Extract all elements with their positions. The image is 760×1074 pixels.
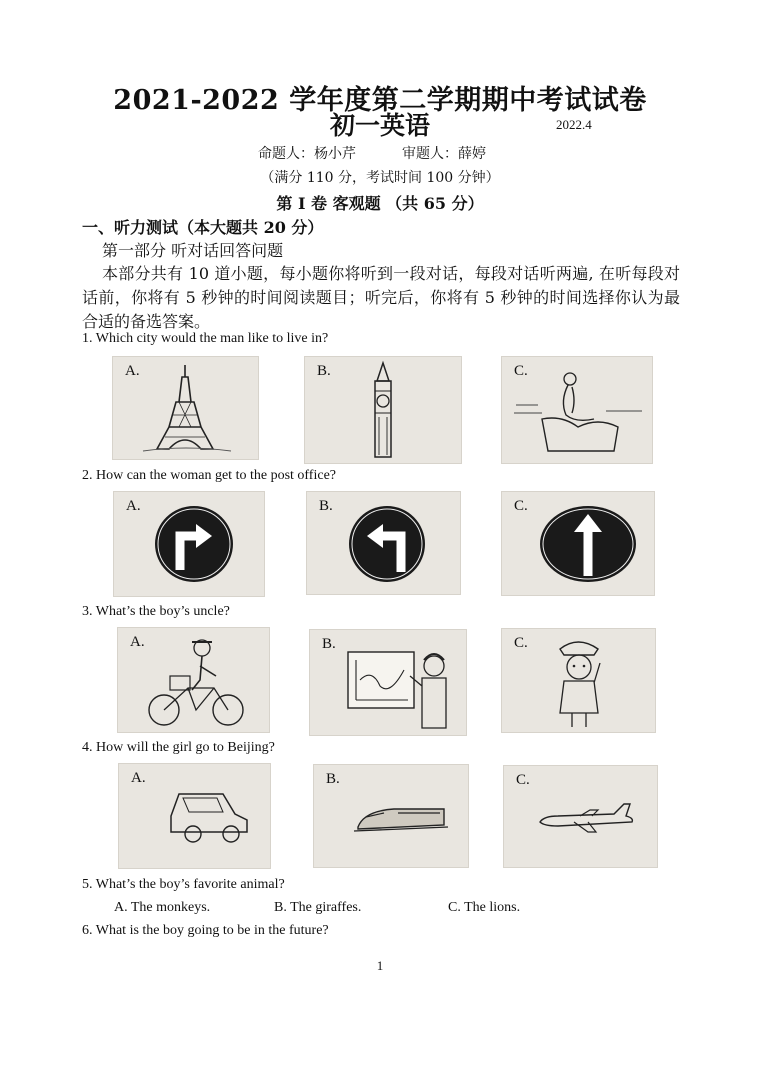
option-4c[interactable] xyxy=(503,765,658,868)
authors-line xyxy=(258,143,486,163)
turn-left-sign-icon xyxy=(307,492,460,594)
question-5: 5. What’s the boy’s favorite animal? xyxy=(82,877,285,892)
reviewer: 审题人：薛婷 xyxy=(402,146,486,162)
choice-c[interactable]: C. The lions. xyxy=(448,900,521,915)
question-4: 4. How will the girl go to Beijing? xyxy=(82,740,275,755)
option-1b[interactable] xyxy=(304,356,462,464)
instructions: 本部分共有 10 道小题，每小题你将听到一段对话，每段对话听两遍, 在听每段对话前，你将有 5 秒钟的时间阅读题目；听完后，你将有 5 秒钟的时间选择你认为最合适的备选答案。 xyxy=(82,264,680,331)
option-label: A. xyxy=(125,363,140,379)
option-1a[interactable] xyxy=(112,356,259,460)
car-icon xyxy=(119,764,270,868)
option-label: C. xyxy=(514,363,528,379)
choice-b[interactable]: B. The giraffes. xyxy=(274,900,362,915)
option-2c[interactable] xyxy=(501,491,655,596)
option-2a[interactable] xyxy=(113,491,265,597)
police-officer-icon xyxy=(502,629,655,732)
exam-title: 2021-2022 学年度第二学期期中考试试卷 xyxy=(113,85,647,116)
option-label: A. xyxy=(131,770,146,786)
option-label: B. xyxy=(319,498,333,514)
big-ben-icon xyxy=(305,357,461,463)
exam-info: （满分 110 分，考试时间 100 分钟） xyxy=(260,170,500,186)
question-5-choices xyxy=(114,900,520,916)
option-label: B. xyxy=(326,771,340,787)
turn-right-sign-icon xyxy=(114,492,264,596)
exam-subtitle: 初一英语 xyxy=(329,111,430,140)
option-3c[interactable] xyxy=(501,628,656,733)
postman-on-bike-icon xyxy=(118,628,269,732)
option-label: C. xyxy=(516,772,530,788)
option-2b[interactable] xyxy=(306,491,461,595)
choice-a[interactable]: A. The monkeys. xyxy=(114,900,211,915)
teacher-with-chart-icon xyxy=(310,630,466,735)
question-2: 2. How can the woman get to the post office? xyxy=(82,468,337,483)
option-4a[interactable] xyxy=(118,763,271,869)
option-label: B. xyxy=(317,363,331,379)
exam-date: 2022.4 xyxy=(556,117,592,132)
option-label: A. xyxy=(126,498,141,514)
section-title: 一、听力测试（本大题共 20 分） xyxy=(82,218,324,237)
airplane-icon xyxy=(504,766,657,867)
option-4b[interactable] xyxy=(313,764,469,868)
option-3b[interactable] xyxy=(309,629,467,736)
setter: 命题人：杨小芹 xyxy=(258,146,356,162)
option-label: C. xyxy=(514,635,528,651)
sub-section-title: 第一部分 听对话回答问题 xyxy=(102,241,284,260)
page-number: 1 xyxy=(376,958,384,973)
option-3a[interactable] xyxy=(117,627,270,733)
option-label: A. xyxy=(130,634,145,650)
question-3: 3. What’s the boy’s uncle? xyxy=(82,604,230,619)
question-6: 6. What is the boy going to be in the future? xyxy=(82,923,329,938)
question-1: 1. Which city would the man like to live in? xyxy=(82,331,329,346)
eiffel-tower-icon xyxy=(113,357,258,459)
option-label: B. xyxy=(322,636,336,652)
high-speed-train-icon xyxy=(314,765,468,867)
option-label: C. xyxy=(514,498,528,514)
little-mermaid-icon xyxy=(502,357,652,463)
part-title: 第 I 卷 客观题 （共 65 分） xyxy=(276,194,484,213)
option-1c[interactable] xyxy=(501,356,653,464)
go-straight-sign-icon xyxy=(502,492,654,595)
